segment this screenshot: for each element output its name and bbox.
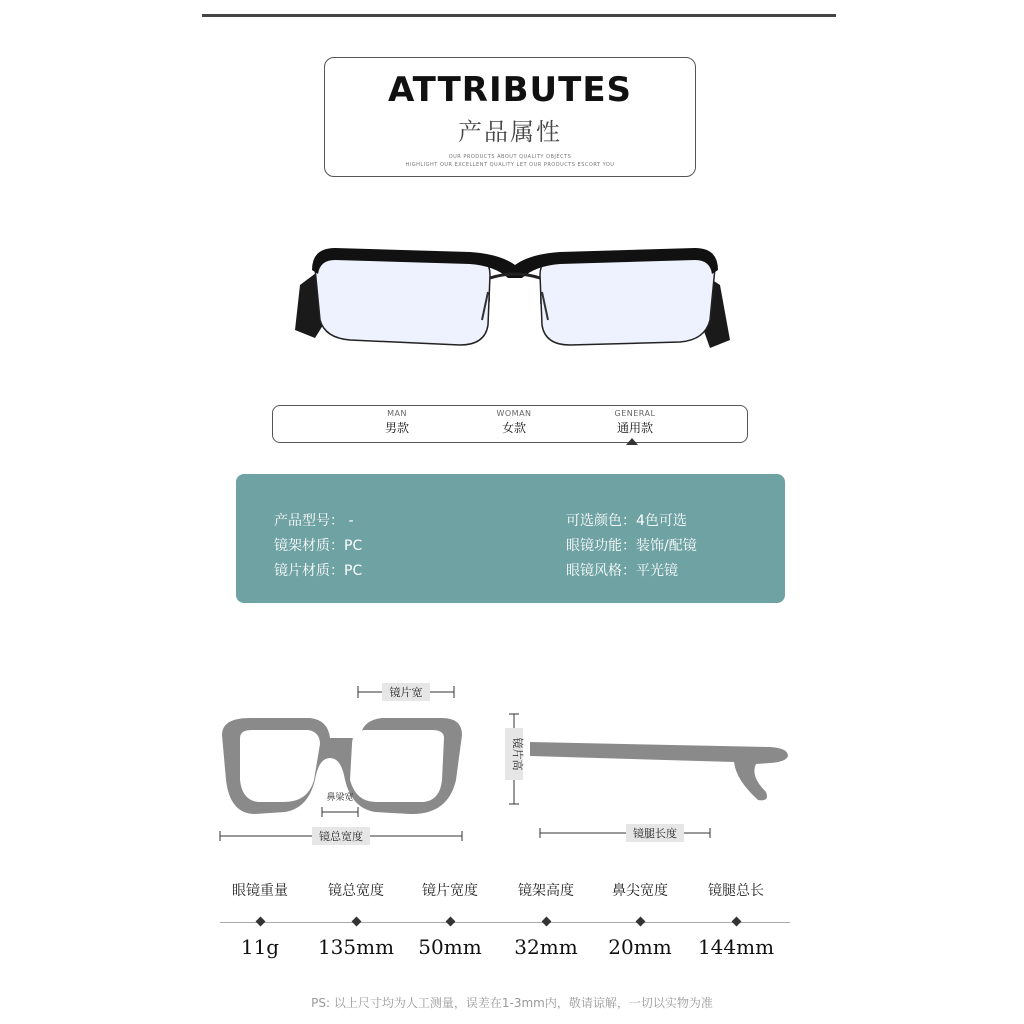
- param-lens-width-label: 镜片宽度: [422, 883, 478, 899]
- param-weight-label: 眼镜重量: [232, 883, 288, 899]
- param-lens-width-value: 50mm: [418, 935, 482, 959]
- param-total-width: [308, 880, 404, 959]
- label-total-width: 镜总宽度: [319, 830, 363, 843]
- param-frame-height-marker: [541, 917, 551, 927]
- param-total-width-label: 镜总宽度: [328, 883, 384, 899]
- gender-woman-en: WOMAN: [496, 409, 532, 418]
- gender-woman-cn: 女款: [501, 421, 526, 435]
- spec-function: 眼镜功能：装饰/配镜: [566, 538, 697, 554]
- title-small-line-1: OUR PRODUCTS ABOUT QUALITY OBJECTS: [448, 154, 572, 160]
- param-lens-width-marker: [445, 917, 455, 927]
- param-bridge-width: [592, 880, 688, 959]
- spec-lens-material: 镜片材质：PC: [274, 563, 363, 579]
- attributes-header: [324, 57, 696, 177]
- title-en: ATTRIBUTES: [387, 70, 633, 110]
- gender-man: [352, 409, 442, 436]
- title-cn: 产品属性: [458, 118, 562, 146]
- spec-colors: 可选颜色：4色可选: [566, 513, 687, 529]
- spec-model: 产品型号： -: [274, 513, 354, 529]
- param-lens-width: [402, 880, 498, 959]
- gender-general-en: GENERAL: [614, 409, 656, 418]
- gender-man-cn: 男款: [384, 421, 409, 435]
- param-bridge-width-marker: [635, 917, 645, 927]
- param-bridge-width-value: 20mm: [608, 935, 672, 959]
- spec-style: 眼镜风格：平光镜: [566, 563, 678, 579]
- spec-panel: [236, 474, 785, 603]
- label-bridge-width: 鼻梁宽: [326, 793, 354, 803]
- param-temple-length: [688, 880, 784, 959]
- param-temple-length-marker: [731, 917, 741, 927]
- param-frame-height: [498, 880, 594, 959]
- param-weight-value: 11g: [240, 935, 280, 959]
- spec-frame-material: 镜架材质：PC: [274, 538, 363, 554]
- param-frame-height-label: 镜架高度: [518, 883, 574, 899]
- param-bridge-width-label: 鼻尖宽度: [612, 883, 668, 899]
- param-temple-length-label: 镜腿总长: [708, 883, 764, 899]
- gender-man-en: MAN: [387, 409, 407, 418]
- param-weight-marker: [255, 917, 265, 927]
- label-temple-length: 镜腿长度: [633, 827, 677, 840]
- gender-woman: [469, 409, 559, 436]
- title-small-line-2: HIGHLIGHT OUR EXCELLENT QUALITY LET OUR PRODUCTS ESCORT YOU: [405, 162, 615, 168]
- dimension-diagram: [210, 680, 810, 850]
- label-lens-width: 镜片宽: [389, 686, 423, 699]
- top-divider: [202, 14, 836, 17]
- measurement-note: PS: 以上尺寸均为人工测量，误差在1-3mm内，敬请谅解，一切以实物为准: [311, 996, 713, 1010]
- selected-pointer-icon: [626, 438, 638, 445]
- param-weight: [212, 880, 308, 959]
- param-total-width-value: 135mm: [317, 935, 395, 959]
- gender-general: [590, 409, 680, 436]
- product-glasses-image: [290, 230, 740, 370]
- param-total-width-marker: [351, 917, 361, 927]
- gender-general-cn: 通用款: [616, 421, 653, 435]
- label-lens-height: 镜片高: [511, 737, 524, 771]
- param-temple-length-value: 144mm: [697, 935, 775, 959]
- param-frame-height-value: 32mm: [514, 935, 578, 959]
- parameter-table: [220, 880, 790, 970]
